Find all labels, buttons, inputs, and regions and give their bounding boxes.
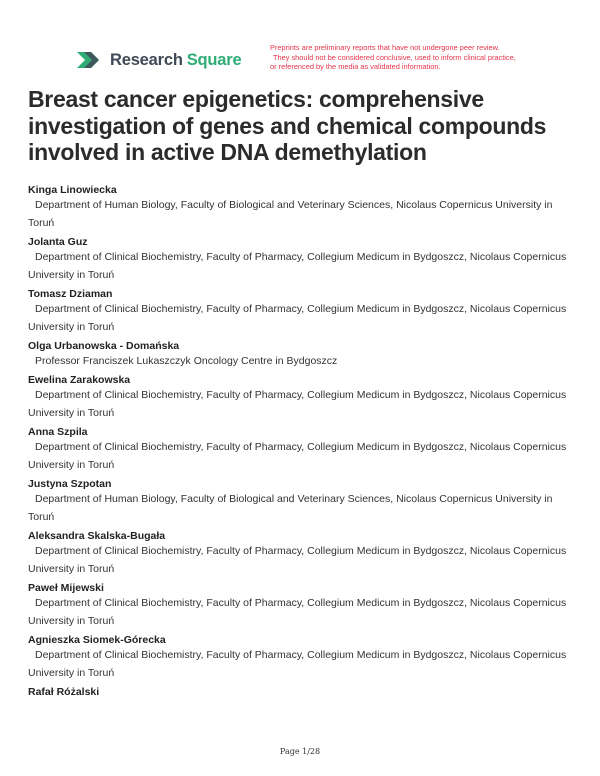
author-entry	[28, 528, 576, 578]
author-name[interactable]: Ewelina Zarakowska	[28, 374, 131, 386]
author-entry	[28, 338, 576, 370]
author-entry	[28, 580, 576, 630]
author-name[interactable]: Aleksandra Skalska-Bugała	[28, 530, 166, 542]
author-name[interactable]: Agnieszka Siomek-Górecka	[28, 634, 166, 646]
disclaimer-line: Preprints are preliminary reports that have not undergone peer review.	[270, 43, 500, 52]
author-name[interactable]: Paweł Mijewski	[28, 582, 104, 594]
research-square-logo[interactable]	[75, 49, 241, 71]
logo-wordmark	[110, 51, 241, 70]
author-affiliation: Department of Human Biology, Faculty of Biological and Veterinary Sciences, Nicolaus Copernicus University in Toruń	[28, 199, 553, 229]
paper-title: Breast cancer epigenetics: comprehensive investigation of genes and chemical compounds involved in active DNA demethylation	[28, 86, 547, 165]
author-name[interactable]: Olga Urbanowska - Domańska	[28, 340, 180, 352]
page-number: Page 1/28	[279, 747, 321, 756]
logo-brand-square: Square	[186, 50, 242, 69]
author-entry	[28, 182, 576, 232]
author-name[interactable]: Justyna Szpotan	[28, 478, 112, 490]
author-name[interactable]: Rafał Różalski	[28, 686, 100, 698]
author-name[interactable]: Tomasz Dziaman	[28, 288, 113, 300]
author-affiliation: Professor Franciszek Lukaszczyk Oncology Centre in Bydgoszcz	[35, 355, 338, 367]
author-affiliation: Department of Clinical Biochemistry, Faculty of Pharmacy, Collegium Medicum in Bydgoszcz, Nicolaus Copernicus University in Toruń	[28, 251, 567, 281]
disclaimer-line: or referenced by the media as validated information.	[270, 62, 441, 72]
author-name[interactable]: Kinga Linowiecka	[28, 184, 117, 196]
author-entry	[28, 234, 576, 284]
author-affiliation: Department of Human Biology, Faculty of Biological and Veterinary Sciences, Nicolaus Copernicus University in Toruń	[28, 493, 553, 523]
author-entry	[28, 476, 576, 526]
logo-brand-research: Research	[110, 50, 183, 69]
author-affiliation: Department of Clinical Biochemistry, Faculty of Pharmacy, Collegium Medicum in Bydgoszcz, Nicolaus Copernicus University in Toruń	[28, 649, 567, 679]
author-name[interactable]: Anna Szpila	[28, 426, 88, 438]
author-entry	[28, 684, 576, 700]
disclaimer-line: They should not be considered conclusive, used to inform clinical practice,	[273, 52, 516, 62]
author-list	[28, 182, 576, 700]
author-entry	[28, 632, 576, 682]
author-affiliation: Department of Clinical Biochemistry, Faculty of Pharmacy, Collegium Medicum in Bydgoszcz, Nicolaus Copernicus University in Toruń	[28, 441, 567, 471]
author-entry	[28, 424, 576, 474]
preprint-disclaimer	[270, 43, 560, 72]
author-affiliation: Department of Clinical Biochemistry, Faculty of Pharmacy, Collegium Medicum in Bydgoszcz, Nicolaus Copernicus University in Toruń	[28, 545, 567, 575]
research-square-logo-icon	[75, 49, 103, 71]
author-affiliation: Department of Clinical Biochemistry, Faculty of Pharmacy, Collegium Medicum in Bydgoszcz, Nicolaus Copernicus University in Toruń	[28, 389, 567, 419]
page-header	[75, 44, 555, 78]
author-entry	[28, 372, 576, 422]
author-entry	[28, 286, 576, 336]
author-name[interactable]: Jolanta Guz	[28, 236, 88, 248]
author-affiliation: Department of Clinical Biochemistry, Faculty of Pharmacy, Collegium Medicum in Bydgoszcz, Nicolaus Copernicus University in Toruń	[28, 303, 567, 333]
author-affiliation: Department of Clinical Biochemistry, Faculty of Pharmacy, Collegium Medicum in Bydgoszcz, Nicolaus Copernicus University in Toruń	[28, 597, 567, 627]
